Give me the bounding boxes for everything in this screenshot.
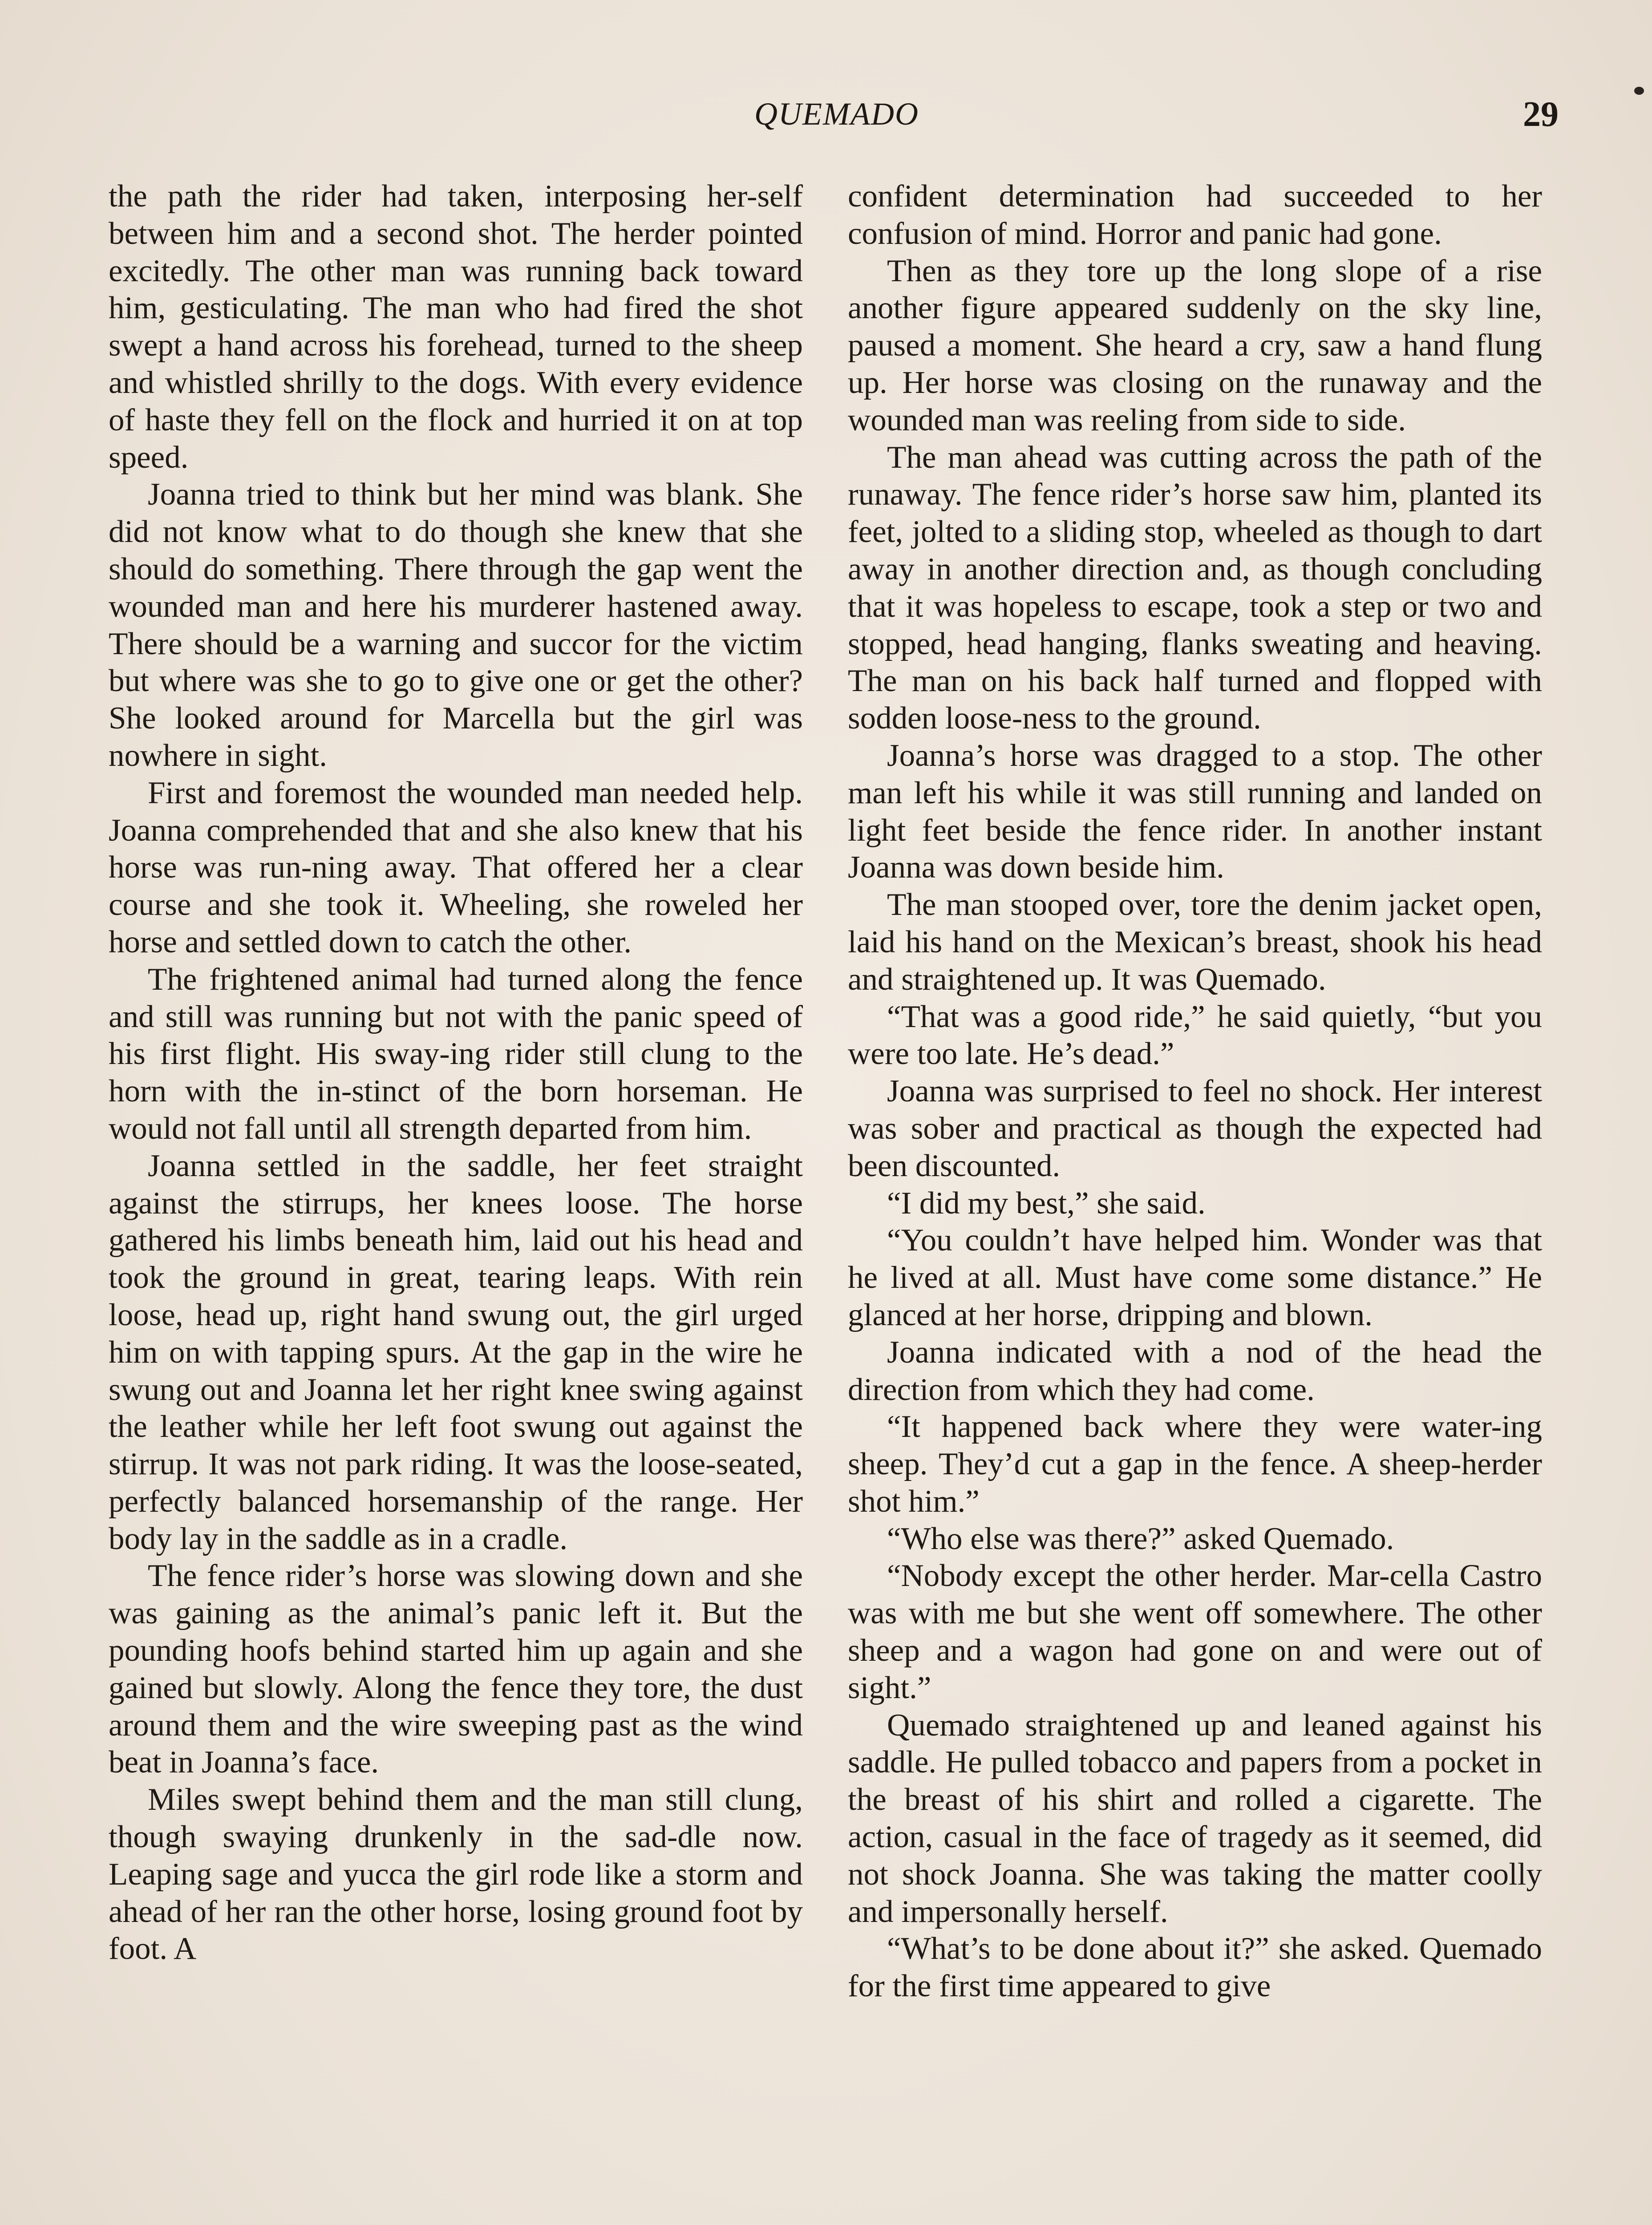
paragraph: “What’s to be done about it?” she asked. Quemado for the first time appeared to give [848, 1931, 1542, 2004]
paragraph: “It happened back where they were water-ing sheep. They’d cut a gap in the fence. A sheep-herder shot him.” [848, 1409, 1542, 1519]
paragraph: Joanna tried to think but her mind was blank. She did not know what to do though she knew that she should do something. There through the gap went the wounded man and here his murderer hastened away. There should be a warning and succor for the victim but where was she to go to give one or get the other? She looked around for Marcella but the girl was nowhere in sight. [109, 477, 803, 773]
page-number: 29 [1523, 95, 1559, 134]
ink-speck [1634, 87, 1644, 95]
paragraph: The fence rider’s horse was slowing down and she was gaining as the animal’s panic left it. But the pounding hoofs behind started him up again and she gained but slowly. Along the fence they tore, the dust around them and the wire sweeping past as the wind beat in Joanna’s face. [109, 1558, 803, 1780]
paragraph: First and foremost the wounded man needed help. Joanna comprehended that and she also knew that his horse was run-ning away. That offered her a clear course and she took it. Wheeling, she roweled her horse and settled down to catch the other. [109, 775, 803, 959]
paragraph: The frightened animal had turned along the fence and still was running but not with the panic speed of his first flight. His sway-ing rider still clung to the horn with the in-stinct of the born horseman. He would not fall until all strength departed from him. [109, 962, 803, 1146]
paragraph: Joanna indicated with a nod of the head the direction from which they had come. [848, 1335, 1542, 1407]
paragraph: the path the rider had taken, interposing her-self between him and a second shot. The herder pointed excitedly. The other man was running back toward him, gesticulating. The man who had fired the shot swept a hand across his forehead, turned to the sheep and whistled shrilly to the dogs. With every evidence of haste they fell on the flock and hurried it on at top speed. [109, 179, 803, 475]
paragraph: The man ahead was cutting across the path of the runaway. The fence rider’s horse saw him, planted its feet, jolted to a sliding stop, wheeled as though to dart away in another direction and, as though concluding that it was hopeless to escape, took a step or two and stopped, head hanging, flanks sweating and heaving. The man on his back half turned and flopped with sodden loose-ness to the ground. [848, 440, 1542, 736]
paragraph: confident determination had succeeded to her confusion of mind. Horror and panic had gone. [848, 179, 1542, 251]
paragraph: “Nobody except the other herder. Mar-cella Castro was with me but she went off somewhere. The other sheep and a wagon had gone on and were out of sight.” [848, 1558, 1542, 1705]
paragraph: Then as they tore up the long slope of a rise another figure appeared suddenly on the sky line, paused a moment. She heard a cry, saw a hand flung up. Her horse was closing on the runaway and the wounded man was reeling from side to side. [848, 253, 1542, 437]
paragraph: “Who else was there?” asked Quemado. [887, 1521, 1394, 1556]
paragraph: “That was a good ride,” he said quietly, “but you were too late. He’s dead.” [848, 999, 1542, 1072]
paragraph: Miles swept behind them and the man still clung, though swaying drunkenly in the sad-dle now. Leaping sage and yucca the girl rode like a storm and ahead of her ran the other horse, losing ground foot by foot. A [109, 1782, 803, 1966]
right-text-column [848, 178, 1542, 2225]
paragraph: Joanna settled in the saddle, her feet straight against the stirrups, her knees loose. The horse gathered his limbs beneath him, laid out his head and took the ground in great, tearing leaps. With rein loose, head up, right hand swung out, the girl urged him on with tapping spurs. At the gap in the wire he swung out and Joanna let her right knee swing against the leather while her left foot swung out against the stirrup. It was not park riding. It was the loose-seated, perfectly balanced horsemanship of the range. Her body lay in the saddle as in a cradle. [109, 1148, 803, 1556]
paragraph: Joanna was surprised to feel no shock. Her interest was sober and practical as though the expected had been discounted. [848, 1074, 1542, 1183]
paragraph: Quemado straightened up and leaned against his saddle. He pulled tobacco and papers from a pocket in the breast of his shirt and rolled a cigarette. The action, casual in the face of tragedy as it seemed, did not shock Joanna. She was taking the matter coolly and impersonally herself. [848, 1707, 1542, 1929]
running-title: QUEMADO [754, 96, 919, 132]
paragraph: The man stooped over, tore the denim jacket open, laid his hand on the Mexican’s breast, shook his head and straightened up. It was Quemado. [848, 887, 1542, 997]
paragraph: “I did my best,” she said. [887, 1185, 1206, 1221]
left-text-column [109, 178, 803, 2225]
paragraph: Joanna’s horse was dragged to a stop. The other man left his while it was still running and landed on light feet beside the fence rider. In another instant Joanna was down beside him. [848, 738, 1542, 885]
paragraph: “You couldn’t have helped him. Wonder was that he lived at all. Must have come some distance.” He glanced at her horse, dripping and blown. [848, 1223, 1542, 1332]
